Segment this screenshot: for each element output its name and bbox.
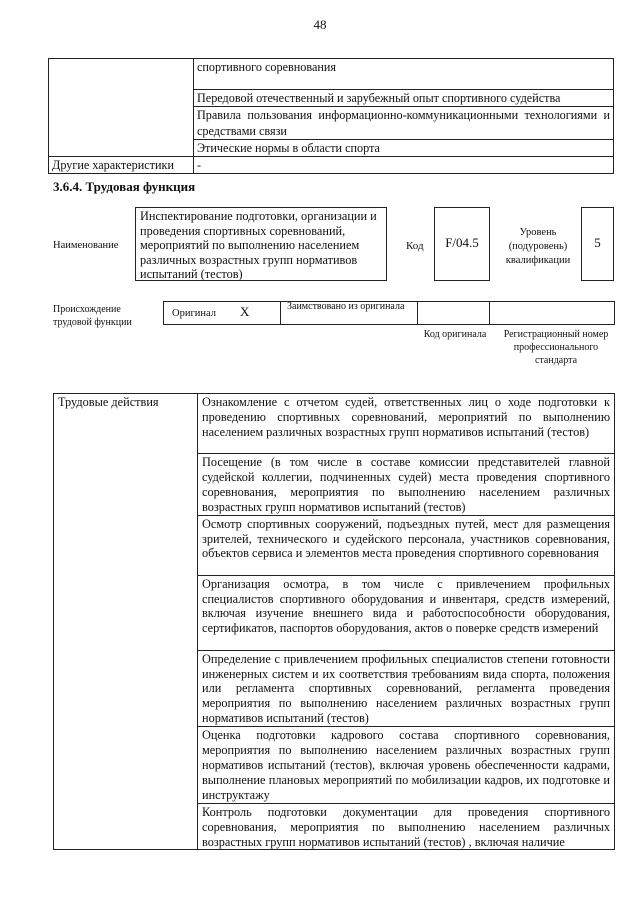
borrowed-label: Заимствовано из оригинала (287, 301, 405, 312)
labor-action-item: Организация осмотра, в том числе с привлечением профильных специалистов спортивного оборудования и инвентаря, средств измерений, включая изучение внешнего вида и работоспособности оборудования, сертификатов, паспортов оборудования, актов о поверке средств измерений (198, 575, 615, 650)
knowledge-table (48, 58, 614, 174)
labor-action-item: Оценка подготовки кадрового состава спортивного соревнования, мероприятия по выполнению населением различных возрастных групп нормативов испытаний (тестов), включая уровень обеспеченности кадрами, выполнение плановых мероприятий по мобилизации кадров, их подготовке и инструктажу (198, 727, 615, 804)
function-code: F/04.5 (434, 207, 490, 281)
labor-action-item: Посещение (в том числе в составе комиссии представителей главной судейской коллегии, подчиненных судей) места проведения спортивного соревнования, мероприятия по выполнению населением различных возрастных групп нормативов испытаний (тестов) (198, 454, 615, 516)
knowledge-row: Передовой отечественный и зарубежный опыт спортивного судейства (194, 90, 614, 107)
level-value: 5 (581, 207, 614, 281)
labor-action-item: Ознакомление с отчетом судей, ответственных лиц о ходе подготовки к проведению спортивных соревнований, мероприятий по выполнению населением различных возрастных групп нормативов испытаний (тестов) (198, 394, 615, 454)
labor-actions-table (53, 393, 615, 850)
code-original-cell (418, 301, 490, 325)
labor-action-item: Определение с привлечением профильных специалистов степени готовности инженерных систем и их соответствия требованиям вида спорта, положения или регламента спортивных соревнований, регламента проведения мероприятия по выполнению населением различных возрастных групп нормативов испытаний (тестов) (198, 650, 615, 727)
knowledge-row: Этические нормы в области спорта (194, 140, 614, 157)
other-characteristics-label: Другие характеристики (49, 157, 194, 174)
knowledge-row: Правила пользования информационно-коммуникационными технологиями и средствами связи (194, 107, 614, 140)
code-original-caption: Код оригинала (423, 329, 487, 340)
original-mark: X (240, 304, 250, 319)
name-label: Наименование (53, 240, 119, 251)
other-characteristics-value: - (194, 157, 614, 174)
knowledge-row: спортивного соревнования (194, 59, 614, 90)
original-label: Оригинал (172, 308, 216, 319)
origin-label: Происхождение трудовой функции (53, 304, 132, 328)
page-number: 48 (313, 17, 327, 32)
labor-action-item: Контроль подготовки документации для проведения спортивного соревнования, мероприятия по выполнению населением различных возрастных групп нормативов испытаний (тестов) , включая наличие (198, 803, 615, 850)
level-label: Уровень (подуровень) квалификации (505, 227, 571, 266)
function-name: Инспектирование подготовки, организации и проведения спортивных соревнований, мероприятий по выполнению населением различных возрастных групп нормативов испытаний (тестов) (135, 207, 387, 281)
section-title: 3.6.4. Трудовая функция (53, 179, 196, 194)
empty-label-cell (49, 59, 194, 157)
labor-action-item: Осмотр спортивных сооружений, подъездных путей, мест для размещения зрителей, технического и судейского персонала, участников соревнования, объектов сервиса и элементов места проведения спортивного соревнования (198, 515, 615, 575)
labor-actions-label: Трудовые действия (54, 394, 198, 850)
reg-number-caption: Регистрационный номер профессионального стандарта (503, 329, 609, 366)
code-label: Код (406, 240, 424, 252)
